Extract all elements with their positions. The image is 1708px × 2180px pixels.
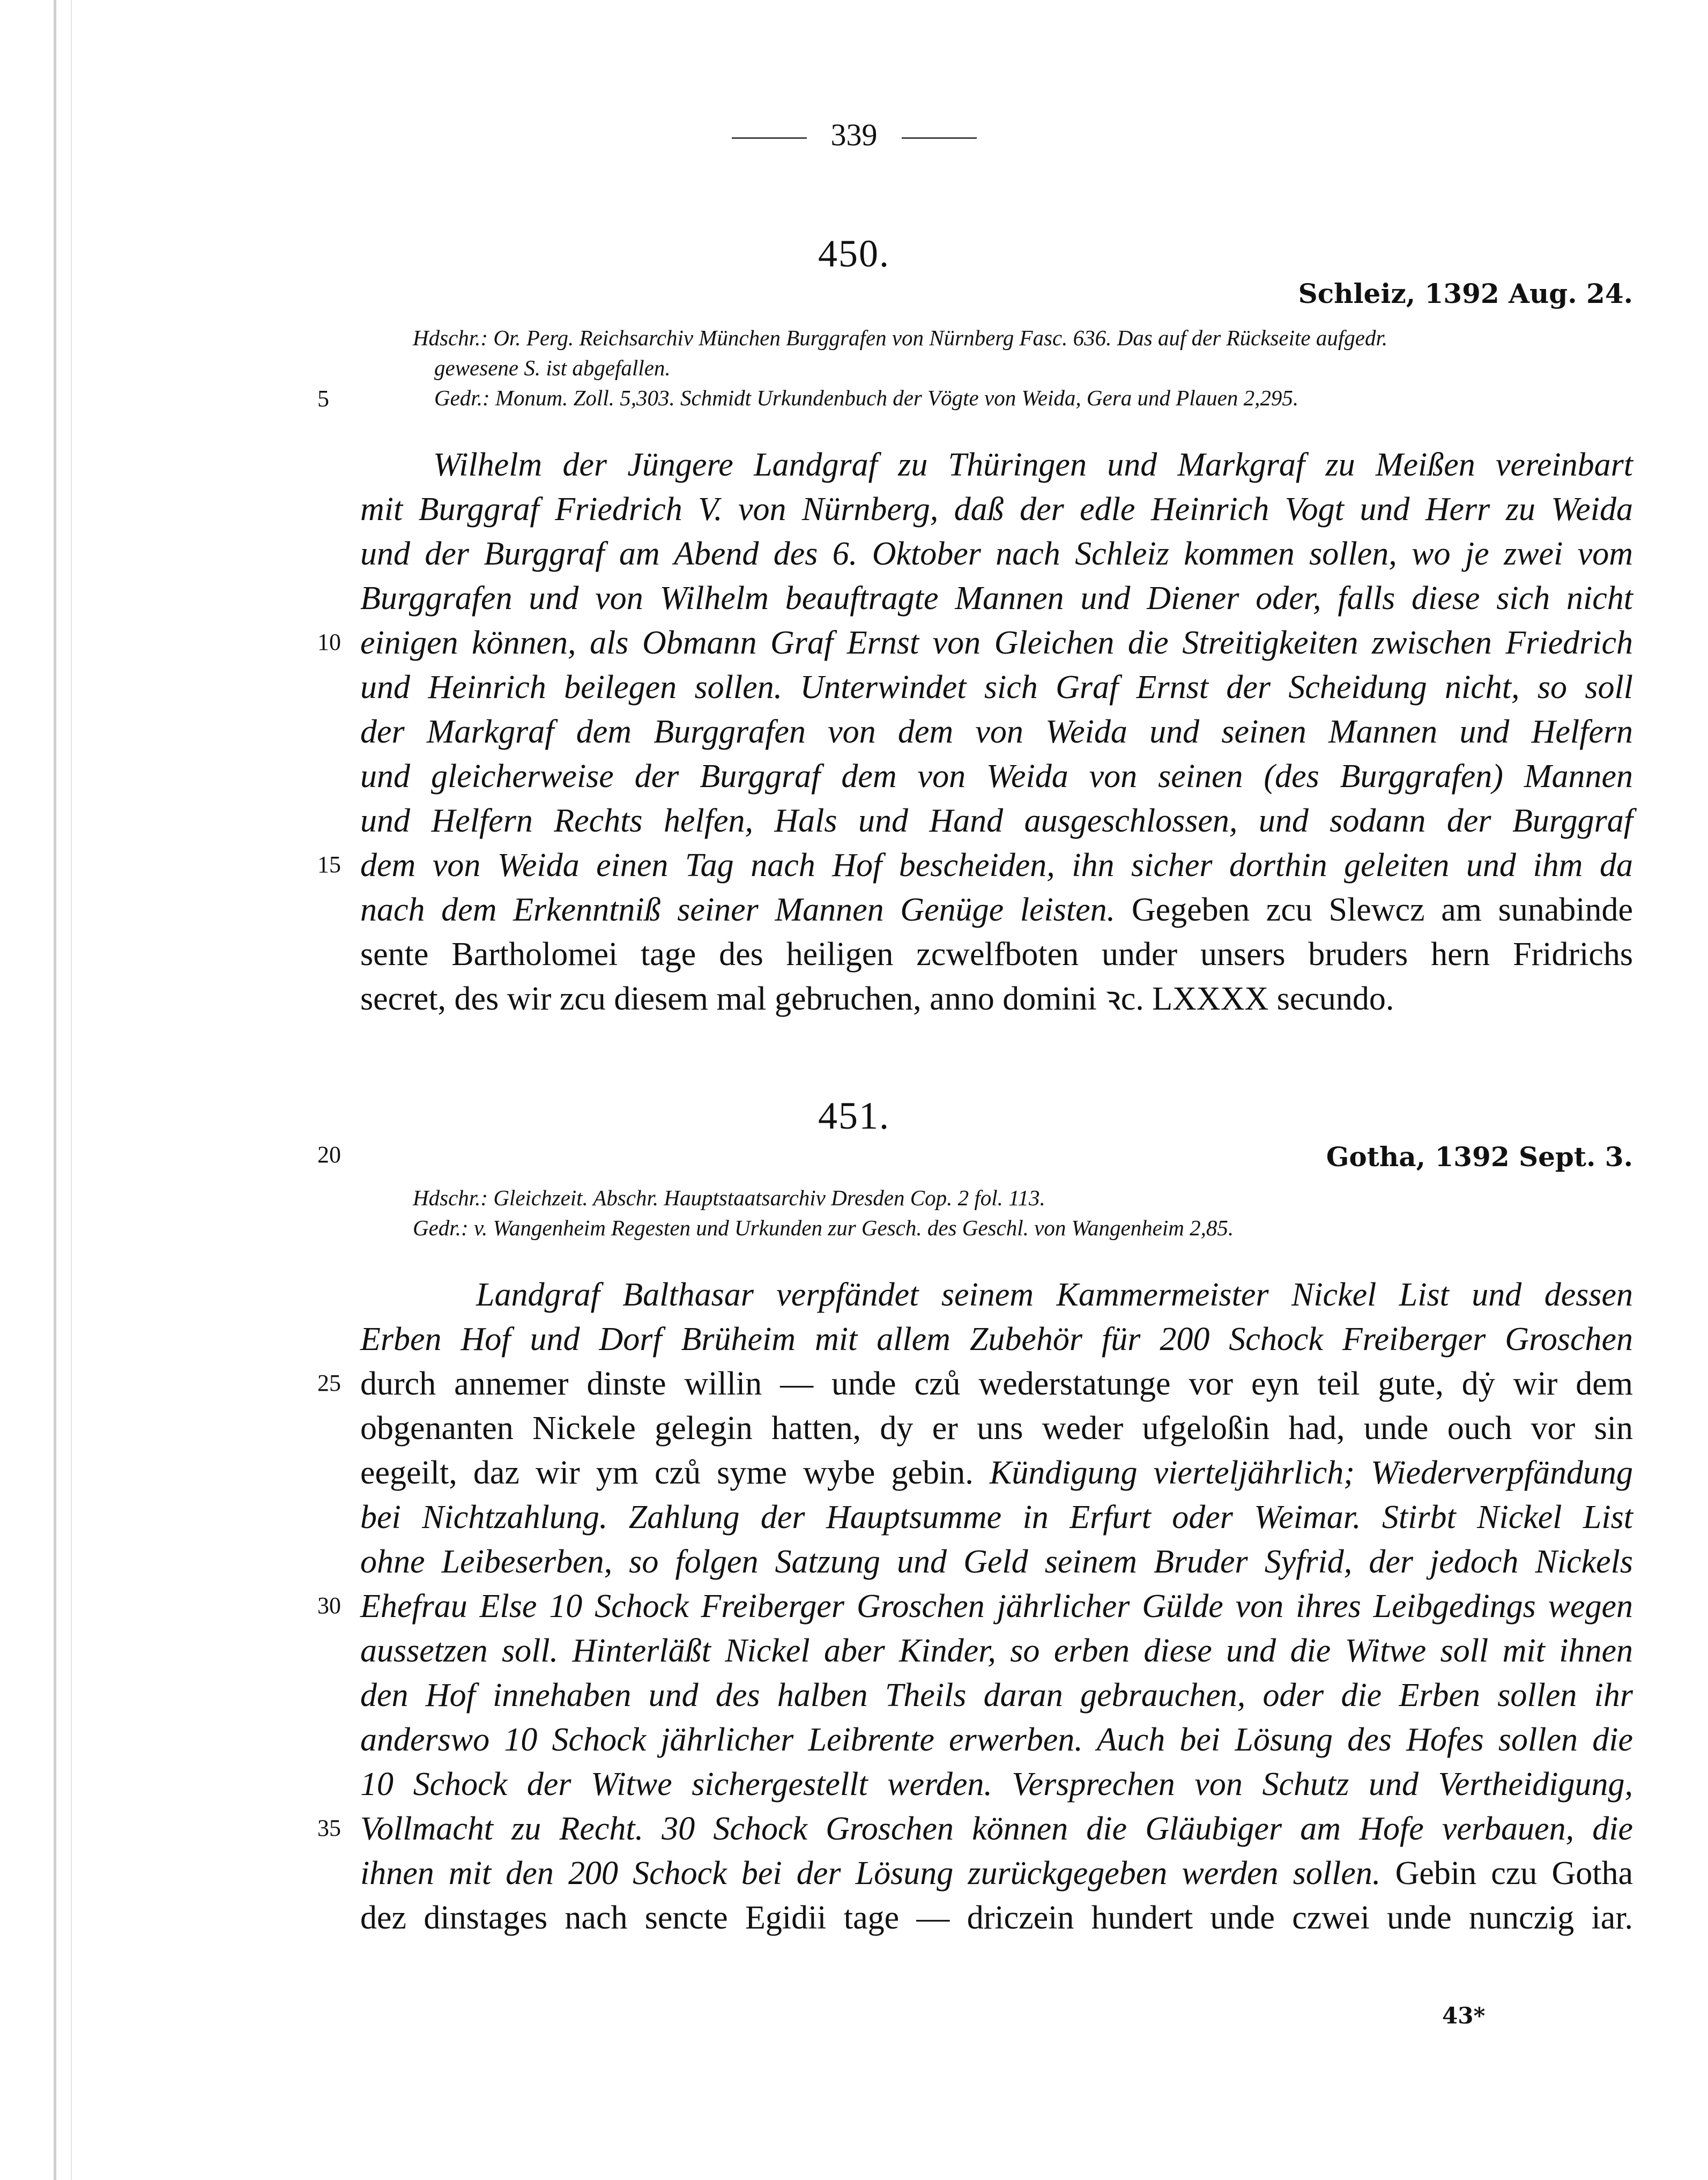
binding-edge [54, 0, 56, 2180]
line-number: 30 [317, 1592, 341, 1619]
header-dash-left [732, 137, 807, 139]
doc-451-text-line: ihnen mit den 200 Schock bei der Lösung zurückgegeben werden sollen. Gebin czu Gotha [360, 1855, 1633, 1892]
doc-450-text-line: Burggrafen und von Wilhelm beauftragte Mannen und Diener oder, falls diese sich nicht [360, 580, 1633, 617]
doc-451-text-line: durch annemer dinste willin — unde czů wederstatunge vor eyn teil gute, dẏ wir dem [360, 1366, 1633, 1402]
doc-451-text-line: aussetzen soll. Hinterläßt Nickel aber Kinder, so erben diese und die Witwe soll mit ihnen [360, 1633, 1633, 1669]
doc-451-text-line: eegeilt, daz wir ym czů syme wybe gebin. Kündigung vierteljährlich; Wiederverpfändung [360, 1455, 1633, 1491]
page-header [0, 117, 1708, 153]
doc-450-source [413, 323, 1633, 413]
doc-451-text-line: dez dinstages nach sencte Egidii tage — driczein hundert unde czwei unde nunczig iar. [360, 1900, 1633, 1936]
doc-451-text-line: anderswo 10 Schock jährlicher Leibrente erwerben. Auch bei Lösung des Hofes sollen die [360, 1722, 1633, 1758]
doc-450-text-line: secret, des wir zcu diesem mal gebruchen, anno domini ꝛc. LXXXX secundo. [360, 981, 1394, 1017]
doc-450-text-line: mit Burggraf Friedrich V. von Nürnberg, daß der edle Heinrich Vogt und Herr zu Weida [360, 491, 1633, 528]
doc-451-source [413, 1183, 1633, 1243]
doc-450-text-line: nach dem Erkenntniß seiner Mannen Genüge leisten. Gegeben zcu Slewcz am sunabinde [360, 892, 1633, 928]
doc-451-text-line: den Hof innehaben und des halben Theils daran gebrauchen, oder die Erben sollen ihr [360, 1677, 1633, 1714]
doc-450-text-line: und der Burggraf am Abend des 6. Oktober nach Schleiz kommen sollen, wo je zwei vom [360, 536, 1633, 572]
doc-450-place-date: Schleiz, 1392 Aug. 24. [1298, 278, 1633, 309]
doc-450-text-line: einigen können, als Obmann Graf Ernst von Gleichen die Streitigkeiten zwischen Friedrich [360, 625, 1633, 661]
line-number: 10 [317, 629, 341, 655]
binding-edge-shadow [71, 0, 72, 2180]
line-number: 25 [317, 1370, 341, 1396]
doc-451-text-line: obgenanten Nickele gelegin hatten, dy er uns weder ufgeloßin had, unde ouch vor sin [360, 1410, 1633, 1447]
line-number: 15 [317, 851, 341, 878]
doc-451-place-date: Gotha, 1392 Sept. 3. [1326, 1141, 1633, 1173]
doc-450-number: 450. [818, 232, 890, 275]
doc-451-text-line: Vollmacht zu Recht. 30 Schock Groschen können die Gläubiger am Hofe verbauen, die [360, 1811, 1633, 1847]
doc-451-text-line: bei Nichtzahlung. Zahlung der Hauptsumme in Erfurt oder Weimar. Stirbt Nickel List [360, 1499, 1633, 1536]
doc-451-text-line: 10 Schock der Witwe sichergestellt werden. Versprechen von Schutz und Vertheidigung, [360, 1766, 1633, 1803]
doc-450-text-line: und gleicherweise der Burggraf dem von Weida von seinen (des Burggrafen) Mannen [360, 758, 1633, 795]
doc-450-text-line: sente Bartholomei tage des heiligen zcwelfboten under unsers bruders hern Fridrichs [360, 936, 1633, 973]
doc-451-text-line: Landgraf Balthasar verpfändet seinem Kammermeister Nickel List und dessen [476, 1277, 1633, 1313]
source-line: gewesene S. ist abgefallen. [434, 355, 671, 380]
source-line: Hdschr.: Gleichzeit. Abschr. Hauptstaatsarchiv Dresden Cop. 2 fol. 113. [413, 1185, 1045, 1210]
doc-450-text-line: dem von Weida einen Tag nach Hof bescheiden, ihn sicher dorthin geleiten und ihm da [360, 847, 1633, 884]
page-number: 339 [830, 117, 878, 152]
doc-450-text-line: und Helfern Rechts helfen, Hals und Hand ausgeschlossen, und sodann der Burggraf [360, 803, 1633, 839]
line-number: 5 [317, 385, 329, 412]
line-number: 35 [317, 1815, 341, 1841]
doc-451-text-line: Ehefrau Else 10 Schock Freiberger Groschen jährlicher Gülde von ihres Leibgedings wegen [360, 1588, 1633, 1625]
doc-451-text-line: ohne Leibeserben, so folgen Satzung und Geld seinem Bruder Syfrid, der jedoch Nickels [360, 1544, 1633, 1580]
doc-450-text-line: Wilhelm der Jüngere Landgraf zu Thüringen und Markgraf zu Meißen vereinbart [433, 447, 1633, 483]
doc-450-text-line: und Heinrich beilegen sollen. Unterwindet sich Graf Ernst der Scheidung nicht, so soll [360, 669, 1633, 706]
line-number: 20 [317, 1141, 341, 1168]
source-line: Hdschr.: Or. Perg. Reichsarchiv München Burggrafen von Nürnberg Fasc. 636. Das auf der Rückseite aufgedr. [413, 325, 1388, 350]
doc-451-text-line: Erben Hof und Dorf Brüheim mit allem Zubehör für 200 Schock Freiberger Groschen [360, 1321, 1633, 1358]
source-line: Gedr.: v. Wangenheim Regesten und Urkunden zur Gesch. des Geschl. von Wangenheim 2,85. [413, 1215, 1234, 1240]
doc-451-number: 451. [818, 1094, 890, 1137]
signature-mark: 43* [1442, 2003, 1486, 2029]
doc-450-text-line: der Markgraf dem Burggrafen von dem von Weida und seinen Mannen und Helfern [360, 714, 1633, 750]
header-dash-right [902, 137, 977, 139]
source-line: Gedr.: Monum. Zoll. 5,303. Schmidt Urkundenbuch der Vögte von Weida, Gera und Plauen 2,295. [434, 385, 1299, 410]
